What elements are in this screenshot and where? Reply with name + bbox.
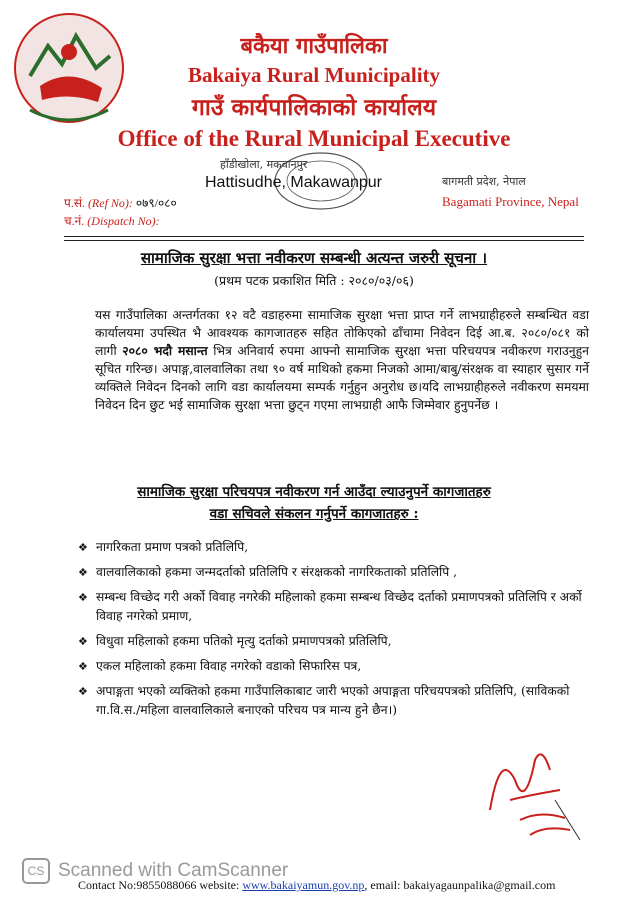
email-address[interactable]: bakaiyagaunpalika@gmail.com	[403, 878, 556, 892]
deadline-highlight: २०८० भदौ मसान्त	[122, 343, 208, 358]
list-item	[78, 682, 598, 720]
province-en: Bagamati Province, Nepal	[442, 194, 579, 209]
list-item-text: वालवालिकाको हकमा जन्मदर्ताको प्रतिलिपि र संरक्षकको नागरिकताको प्रतिलिपि ,	[96, 565, 458, 579]
ref-label-np: प.सं.	[64, 196, 85, 210]
diamond-bullet-icon: ❖	[78, 660, 88, 673]
documents-list	[78, 538, 598, 726]
municipality-name-np: बकैया गाउँपालिका	[240, 33, 388, 59]
diamond-bullet-icon: ❖	[78, 566, 88, 579]
list-item	[78, 588, 598, 626]
office-name-en: Office of the Rural Municipal Executive	[117, 126, 511, 151]
address-np: हाँडीखोला, मकवानपुर	[220, 158, 308, 171]
address-en: Hattisudhe, Makawanpur	[205, 174, 382, 191]
list-item	[78, 538, 598, 557]
ref-label-en: (Ref No):	[87, 196, 133, 210]
list-item	[78, 632, 598, 651]
ref-value: ०७९/०८०	[135, 196, 177, 210]
dispatch-label-np: च.नं.	[64, 214, 85, 228]
notice-subtitle: (प्रथम पटक प्रकाशित मिति : २०८०/०३/०६)	[214, 273, 414, 288]
diamond-bullet-icon: ❖	[78, 541, 88, 554]
paragraph-part-a: यस गाउँपालिका अन्तर्गतका १२ वटै वडाहरुमा सामाजिक सुरक्षा भत्ता प्राप्त गर्ने लाभग्राहीहरुले सम्बन्धित वडा कार्यालयमा उपस्थित भै आवश्यक कागजातहरु सहित तोकिएको ढाँचामा निवेदन दिई आ.ब. २०८०/०८१ को लागी	[95, 308, 589, 358]
header-divider	[64, 236, 584, 237]
diamond-bullet-icon: ❖	[78, 685, 88, 698]
documents-heading-line1: सामाजिक सुरक्षा परिचयपत्र नवीकरण गर्न आउँदा ल्याउनुपर्ने कागजातहरु	[137, 484, 491, 500]
notice-paragraph	[95, 306, 589, 414]
diamond-bullet-icon: ❖	[78, 591, 88, 604]
province-np: बागमती प्रदेश, नेपाल	[442, 175, 526, 188]
footer-contact: Contact No:9855088066 website: www.bakaiyamun.gov.np, email: bakaiyagaunpalika@gmail.com	[78, 878, 556, 892]
paragraph-part-b: भित्र अनिवार्य रुपमा आफ्नो सामाजिक सुरक्षा भत्ता परिचयपत्र नवीकरण गराउनुहुन सूचित गरिन्छ। अपाङ्ग,वालवालिका तथा ९० वर्ष माथिको हकमा निजको आमा/बाबु/संरक्षक वा स्याहार सुसार गर्ने व्यक्तिले निवेदन दिनको लागि वडा कार्यालयमा सम्पर्क गर्नुहुन अनुरोध छ।यदि लाभग्राहीहरुले नवीकरण समयमा निवेदन दिन छुट भई सामाजिक सुरक्षा भत्ता छुट्न गएमा लाभग्राही आफै जिम्मेवार हुनुपर्नेछ ।	[95, 344, 589, 412]
list-item-text: विधुवा महिलाको हकमा पतिको मृत्यु दर्ताको प्रमाणपत्रको प्रतिलिपि,	[96, 634, 392, 648]
diamond-bullet-icon: ❖	[78, 635, 88, 648]
header-divider-2	[64, 240, 584, 241]
reference-number	[64, 194, 177, 211]
contact-number: 9855088066	[136, 878, 197, 892]
documents-heading-line2: वडा सचिवले संकलन गर्नुपर्ने कागजातहरु :	[209, 506, 419, 522]
list-item-text: अपाङ्गता भएको व्यक्तिको हकमा गाउँपालिकाबाट जारी भएको अपाङ्गता परिचयपत्रको प्रतिलिपि, (साविकको गा.वि.स./महिला वालवालिकाले बनाएको परिचय पत्र मान्य हुने छैन।)	[96, 684, 570, 717]
email-label: email:	[370, 878, 401, 892]
list-item	[78, 563, 598, 582]
contact-label: Contact No:	[78, 878, 137, 892]
website-link[interactable]: www.bakaiyamun.gov.np	[242, 878, 365, 892]
handwritten-signature	[470, 740, 590, 850]
scanner-watermark-text: Scanned with CamScanner	[58, 860, 289, 882]
website-label: website:	[199, 878, 240, 892]
list-item	[78, 657, 598, 676]
list-item-text: एकल महिलाको हकमा विवाह नगरेको वडाको सिफारिस पत्र,	[96, 659, 362, 673]
list-item-text: सम्बन्ध विच्छेद गरी अर्को विवाह नगरेकी महिलाको हकमा सम्बन्ध विच्छेद दर्ताको प्रमाणपत्रको प्रतिलिपि र अर्को विवाह नगरेको प्रमाण,	[96, 590, 582, 623]
list-item-text: नागरिकता प्रमाण पत्रको प्रतिलिपि,	[96, 540, 249, 554]
office-name-np: गाउँ कार्यपालिकाको कार्यालय	[191, 94, 437, 121]
notice-title: सामाजिक सुरक्षा भत्ता नवीकरण सम्बन्धी अत्यन्त जरुरी सूचना ।	[140, 249, 488, 267]
dispatch-label-en: (Dispatch No):	[87, 214, 160, 228]
dispatch-number	[64, 212, 160, 229]
camscanner-logo-icon: CS	[22, 858, 50, 884]
municipality-name-en: Bakaiya Rural Municipality	[187, 63, 441, 87]
